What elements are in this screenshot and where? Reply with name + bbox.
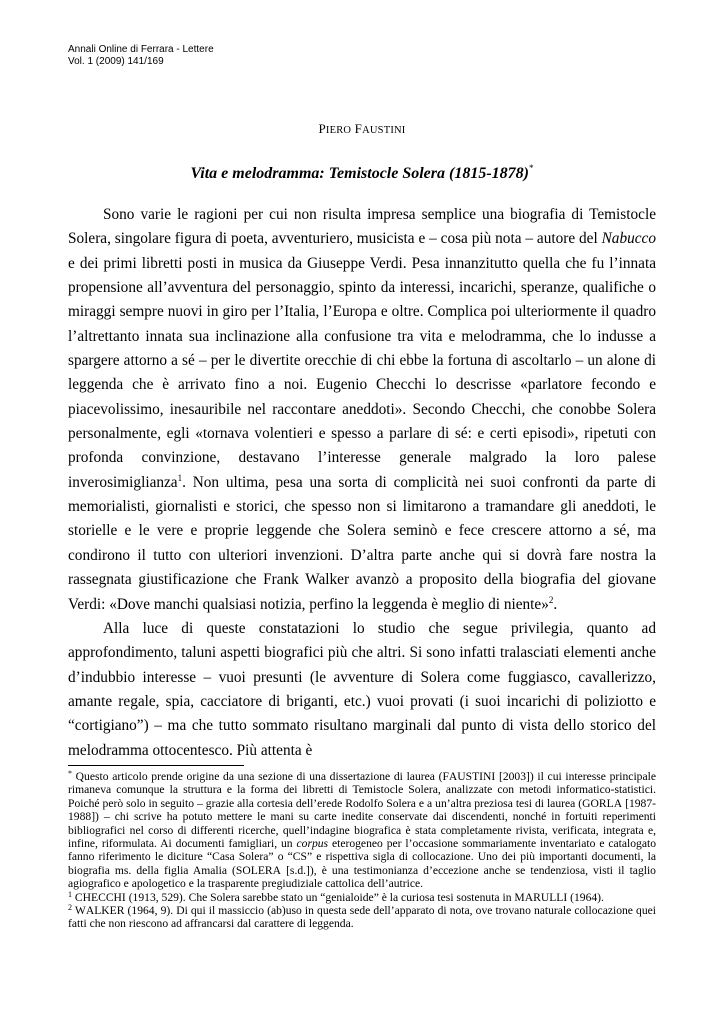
footnotes bbox=[68, 770, 656, 931]
volume-info: Vol. 1 (2009) 141/169 bbox=[68, 56, 164, 67]
footnote-star-italic-corpus: corpus bbox=[296, 837, 329, 851]
citation-walker-rest: ALKER bbox=[85, 904, 125, 918]
footnote-ref-1: 1 bbox=[177, 472, 183, 483]
p1-text-a: Sono varie le ragioni per cui non risulta impresa semplice una biografia di Temistocle Solera, singolare figura di poeta, avventuriero, musicista e – cosa più nota – autore del bbox=[68, 206, 656, 248]
article-title bbox=[0, 163, 724, 183]
footnote-1-text-b: (1964). bbox=[567, 890, 604, 904]
footnote-2 bbox=[68, 904, 656, 931]
author-first-initial: P bbox=[318, 121, 326, 136]
citation-checchi-initial: C bbox=[74, 890, 83, 904]
citation-solera-rest: OLERA bbox=[242, 863, 282, 877]
footnote-star-marker: * bbox=[68, 769, 72, 778]
citation-marulli-rest: ARULLI bbox=[524, 890, 568, 904]
author-first-rest: IERO bbox=[325, 125, 352, 136]
p1-text-c: . Non ultima, pesa una sorta di complicità nei suoi confronti da parte di memorialisti, giornalisti e storici, che spesso non si limitarono a tramandare gli aneddoti, le storielle e le vere e proprie leggende che Solera seminò e fece crescere attorno a sé, ma condirono il tutto con ulteriori invenzioni. D’altra parte anche qui si dovrà fare nostra la rassegnata giustificazione che Frank Walker avanzò a proposito della biografia del giovane Verdi: «Dove manchi qualsiasi notizia, perfino la leggenda è meglio di niente» bbox=[68, 473, 656, 613]
running-header bbox=[68, 44, 214, 68]
author-last-initial: F bbox=[354, 121, 363, 136]
p1-text-d: . bbox=[553, 595, 558, 613]
p1-text-b: e dei primi libretti posti in musica da Giuseppe Verdi. Pesa innanzitutto quella che fu l’innata propensione all’avventura del personaggio, spinto da interessi, incarichi, speranze, qualifiche o miraggi sempre nuovi in giro per l’Italia, l’Europa e oltre. Complica poi ulteriormente il quadro l’altrettanto innata sua inclinazione alla confusione tra vita e melodramma, che lo indusse a spargere attorno a sé – per le divertite orecchie di chi ebbe la fortuna di ascoltarlo – un alone di leggenda che è arrivato fino a noi. Eugenio Checchi lo descrisse «parlatore fecondo e piacevolissimo, inesauribile nel raccontare aneddoti». Secondo Checchi, che conobbe Solera personalmente, egli «tornava volentieri e spesso a parlare di sé: e certi episodi», ripetuti con profonda convinzione, destavano l’interesse generale malgrado la loro palese inverosimiglianza bbox=[68, 254, 656, 491]
footnote-1-text-a: (1913, 529). Che Solera sarebbe stato un “genialoide” è la curiosa tesi sostenuta in bbox=[125, 890, 515, 904]
citation-solera-initial: S bbox=[235, 863, 243, 877]
citation-walker-initial: W bbox=[74, 904, 86, 918]
author-last-rest: AUSTINI bbox=[362, 125, 406, 136]
citation-gorla-rest: ORLA bbox=[590, 796, 623, 810]
footnote-star-text-a: Questo articolo prende origine da una sezione di una dissertazione di laurea ( bbox=[72, 770, 443, 783]
footnote-star-text-c: [1987-1988]) – chi scrive ha potuto mettere le mani su carte inedite conservate dai discendenti, nonché in fortuiti reperimenti bibliografici nel corso di differenti ricerche, quell’indagine biografica è stata completamente rivista, verificata, integrata e, infine, riformulata. Ai documenti famigliari, un bbox=[68, 796, 656, 851]
footnote-1-marker: 1 bbox=[68, 889, 72, 899]
body-paragraph-2: Alla luce di queste constatazioni lo studio che segue privilegia, quanto ad approfondimento, taluni aspetti biografici più che altri. Si sono infatti tralasciati elementi anche d’indubbio interesse – vuoi presunti (le avventure di Solera come fuggiasco, cavallerizzo, amante regale, spia, cacciatore di briganti, etc.) vuoi provati (i suoi incarichi di poliziotto e “cortigiano”) – ma che tutto sommato risultano marginali dal punto di vista dello storico del melodramma ottocentesco. Più attenta è bbox=[68, 619, 656, 759]
footnote-2-text-a: (1964, 9). Di qui il massiccio (ab)uso in questa sede dell’apparato di nota, ove trovano naturale collocazione quei fatti che non riescono ad affrancarsi dal carattere di leggenda. bbox=[68, 904, 656, 931]
journal-name: Annali Online di Ferrara - Lettere bbox=[68, 44, 214, 55]
citation-checchi-rest: HECCHI bbox=[82, 890, 126, 904]
p1-italic-nabucco: Nabucco bbox=[601, 230, 656, 248]
footnote-star-text-b: [2003]) il cui interesse principale rimaneva comunque la struttura e la forma dei libretti di Temistocle Solera, analizzate con metodi informatico-statistici. Poiché però solo in seguito – grazie alla cortesia dell’erede Rodolfo Solera e a un’altra preziosa tesi di laurea ( bbox=[68, 770, 656, 810]
footnote-star-text-d: eterogeneo per l’occasione sommariamente inventariato e catalogato fanno riferimento le diciture “Casa Solera” o “CS” e rispettiva sigla di collocazione. Uno dei più importanti documenti, la biografia ms. della figlia Amalia ( bbox=[68, 837, 657, 877]
footnote-star-text-e: [s.d.]), è una testimonianza d’eccezione anche se tendenziosa, visti il taglio agiografico e apologetico e la trasparente pregiudiziale cattolica dell’autrice. bbox=[68, 863, 656, 891]
footnote-1 bbox=[68, 891, 656, 904]
citation-gorla-initial: G bbox=[582, 796, 591, 810]
footnote-ref-2: 2 bbox=[548, 594, 554, 605]
footnote-divider bbox=[68, 765, 244, 766]
article-body bbox=[68, 203, 656, 763]
citation-faustini-rest: AUSTINI bbox=[448, 770, 496, 783]
author-name bbox=[0, 121, 724, 137]
footnote-2-marker: 2 bbox=[68, 903, 72, 913]
citation-marulli-initial: M bbox=[514, 890, 525, 904]
article-title-text: Vita e melodramma: Temistocle Solera (1815-1878) bbox=[190, 165, 529, 182]
citation-faustini-initial: F bbox=[442, 770, 449, 783]
body-paragraph-1 bbox=[68, 203, 656, 617]
footnote-star bbox=[68, 770, 656, 891]
title-footnote-marker: * bbox=[529, 163, 534, 173]
